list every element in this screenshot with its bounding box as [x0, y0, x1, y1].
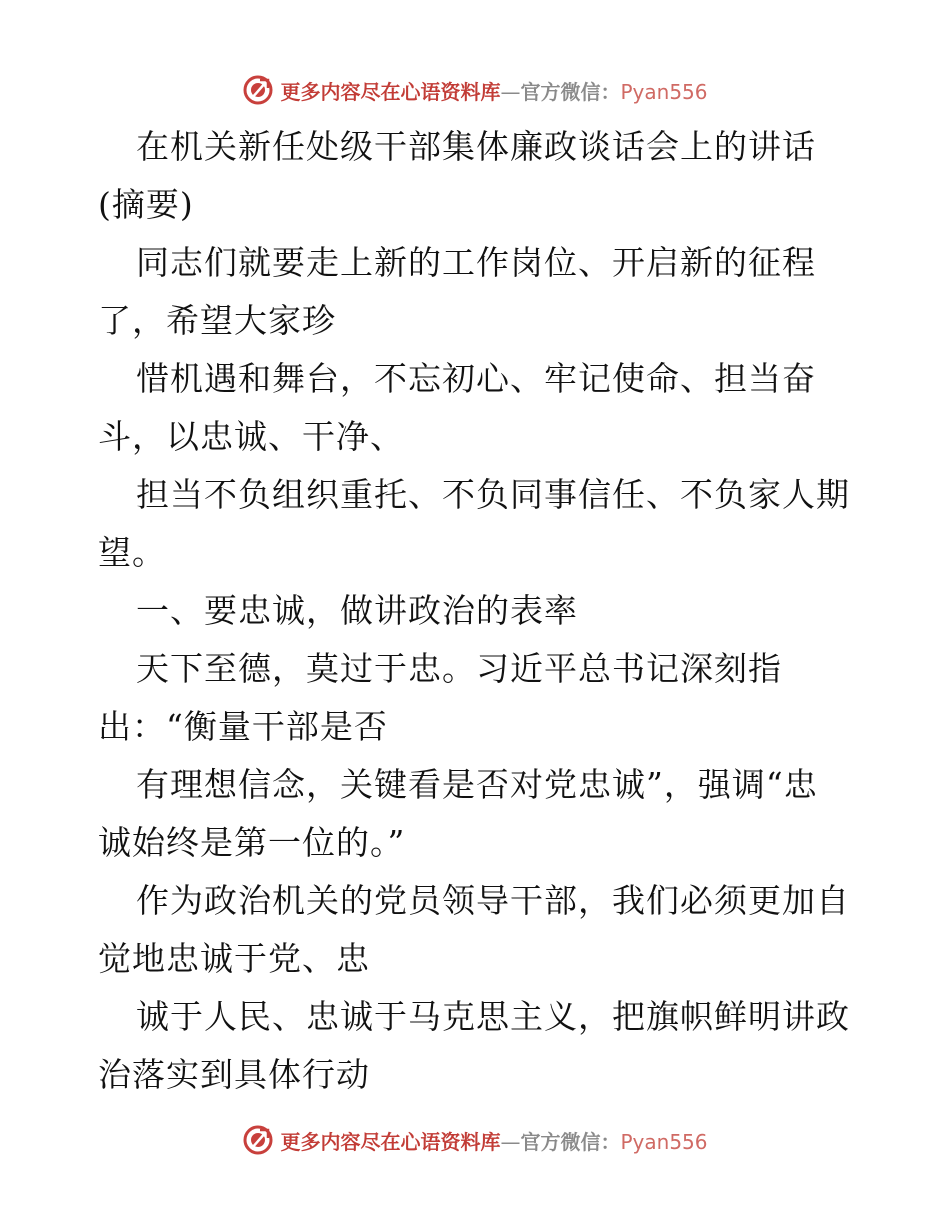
watermark-main: 更多内容尽在心语资料库 [280, 1129, 501, 1154]
brand-logo-icon [242, 74, 274, 106]
paragraph-line: 担当不负组织重托、不负同事信任、不负家人期 [136, 475, 850, 514]
brand-logo-icon [242, 1124, 274, 1156]
paragraph-line: 了，希望大家珍 [98, 301, 336, 340]
paragraph-line: 治落实到具体行动 [98, 1055, 370, 1094]
paragraph-line: 诚始终是第一位的。” [98, 823, 406, 862]
paragraph-line: 诚于人民、忠诚于马克思主义，把旗帜鲜明讲政 [136, 997, 850, 1036]
footer-watermark [0, 1120, 950, 1160]
watermark-account: Pyan556 [620, 1129, 708, 1154]
paragraph-line: 出：“衡量干部是否 [98, 707, 388, 746]
section-heading: 一、要忠诚，做讲政治的表率 [136, 591, 578, 630]
document-title: 在机关新任处级干部集体廉政谈话会上的讲话 [136, 127, 816, 166]
paragraph-line: 有理想信念，关键看是否对党忠诚”，强调“忠 [136, 765, 818, 804]
document-body [98, 118, 878, 1104]
paragraph-line: 觉地忠诚于党、忠 [98, 939, 370, 978]
paragraph-line: 望。 [98, 533, 166, 572]
watermark-separator: — [500, 79, 521, 104]
paragraph-line: 斗，以忠诚、干净、 [98, 417, 404, 456]
watermark-official-label: 官方微信： [520, 79, 621, 104]
watermark-separator: — [500, 1129, 521, 1154]
watermark-text [280, 1126, 707, 1155]
watermark-official-label: 官方微信： [520, 1129, 621, 1154]
paragraph-line: 同志们就要走上新的工作岗位、开启新的征程 [136, 243, 816, 282]
document-subtitle: (摘要) [98, 185, 194, 224]
header-watermark [0, 70, 950, 110]
paragraph-line: 天下至德，莫过于忠。习近平总书记深刻指 [136, 649, 782, 688]
watermark-main: 更多内容尽在心语资料库 [280, 79, 501, 104]
watermark-account: Pyan556 [620, 79, 708, 104]
paragraph-line: 惜机遇和舞台，不忘初心、牢记使命、担当奋 [136, 359, 816, 398]
watermark-text [280, 76, 707, 105]
paragraph-line: 作为政治机关的党员领导干部，我们必须更加自 [136, 881, 850, 920]
